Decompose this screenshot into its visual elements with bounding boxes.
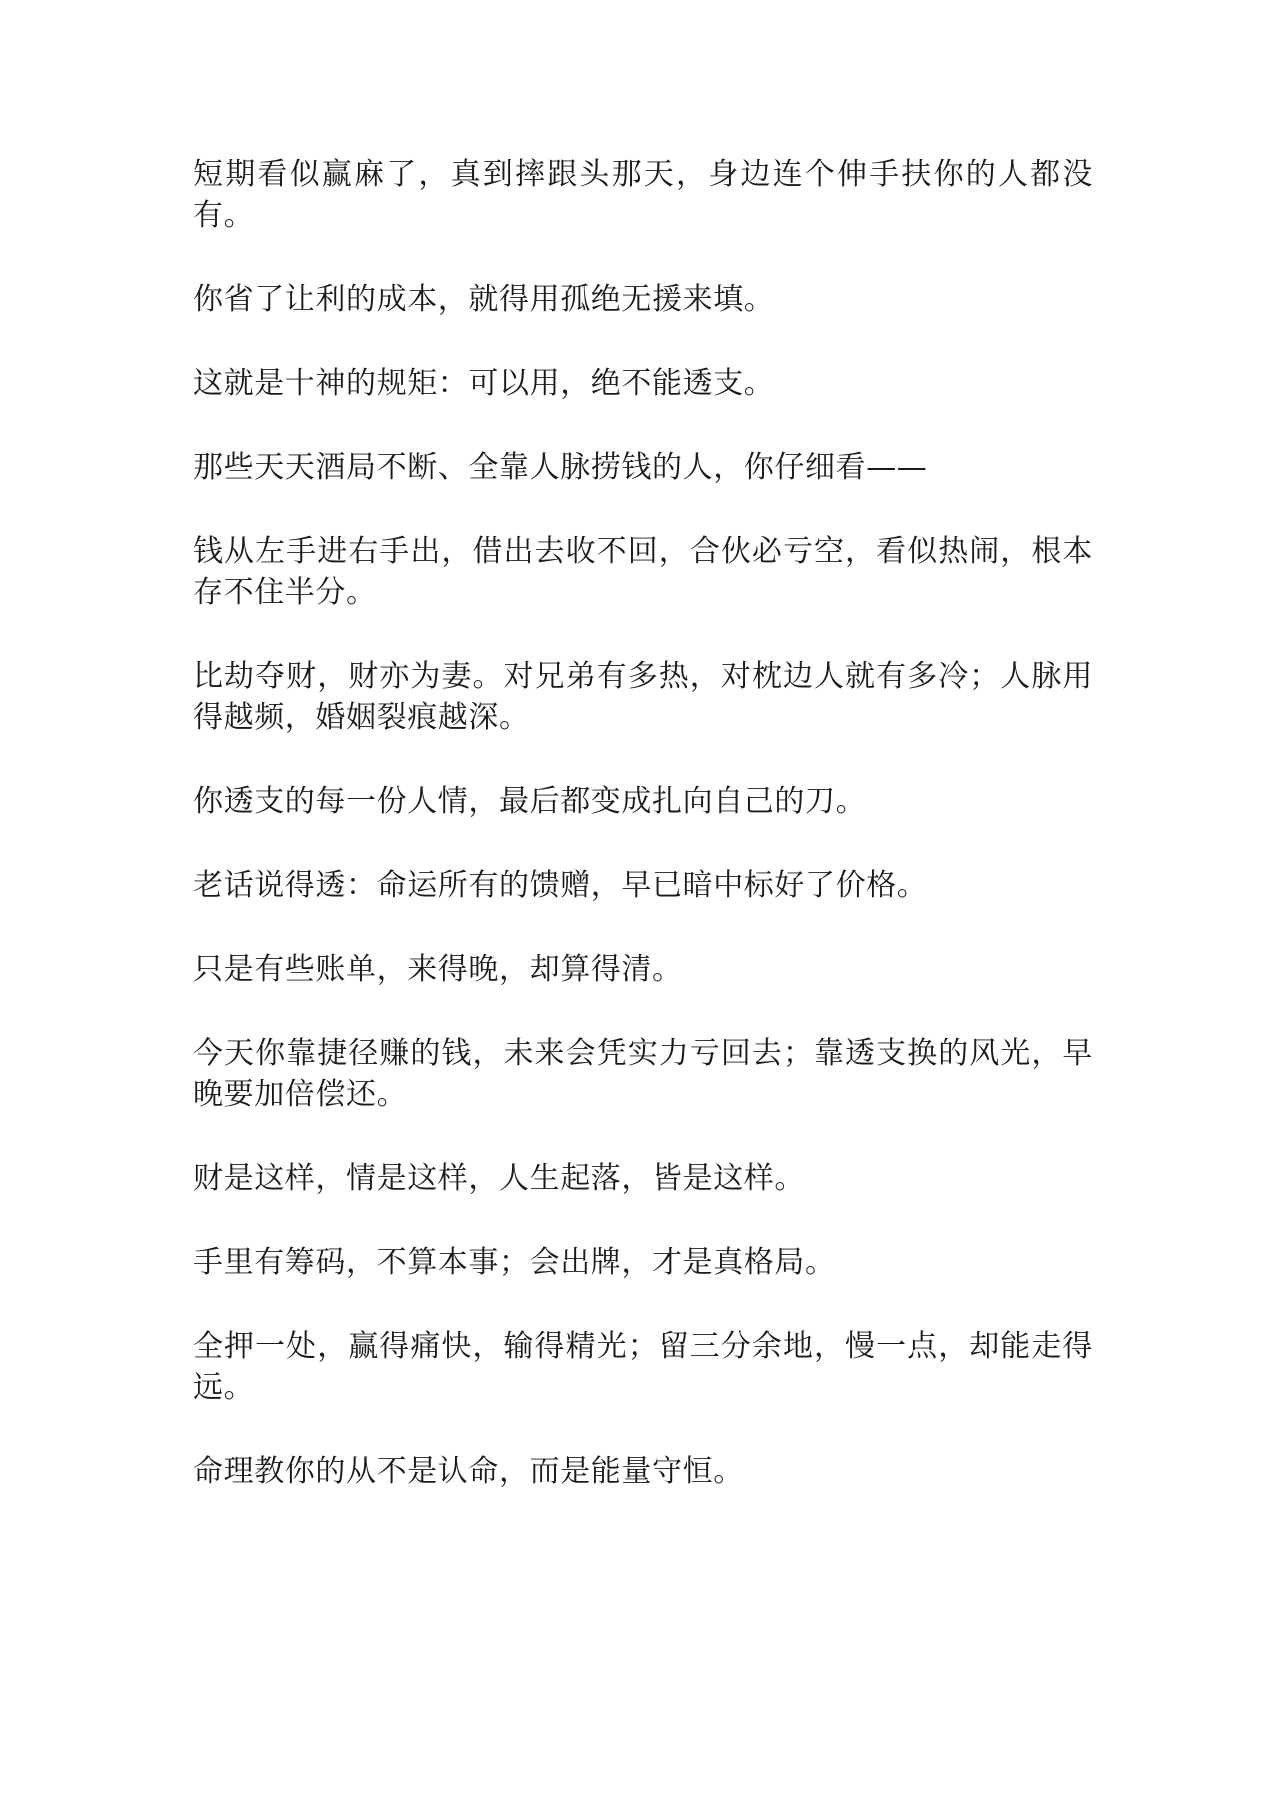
paragraph: 今天你靠捷径赚的钱，未来会凭实力亏回去；靠透支换的风光，早晚要加倍偿还。 — [193, 1036, 1093, 1112]
paragraph: 这就是十神的规矩：可以用，绝不能透支。 — [193, 366, 775, 401]
paragraph: 比劫夺财，财亦为妻。对兄弟有多热，对枕边人就有多冷；人脉用得越频，婚姻裂痕越深。 — [193, 659, 1093, 735]
paragraph: 你透支的每一份人情，最后都变成扎向自己的刀。 — [193, 784, 867, 819]
paragraph: 全押一处，赢得痛快，输得精光；留三分余地，慢一点，却能走得远。 — [193, 1329, 1093, 1405]
paragraph: 财是这样，情是这样，人生起落，皆是这样。 — [193, 1161, 805, 1196]
paragraph: 手里有筹码，不算本事；会出牌，才是真格局。 — [193, 1245, 836, 1280]
paragraph: 短期看似赢麻了，真到摔跟头那天，身边连个伸手扶你的人都没有。 — [193, 157, 1093, 233]
paragraph: 你省了让利的成本，就得用孤绝无援来填。 — [193, 282, 775, 317]
paragraph: 只是有些账单，来得晚，却算得清。 — [193, 952, 683, 987]
paragraph: 那些天天酒局不断、全靠人脉捞钱的人，你仔细看—— — [193, 450, 928, 485]
paragraph: 命理教你的从不是认命，而是能量守恒。 — [193, 1454, 744, 1489]
document-body — [193, 154, 1093, 1535]
paragraph: 钱从左手进右手出，借出去收不回，合伙必亏空，看似热闹，根本存不住半分。 — [193, 534, 1093, 610]
paragraph: 老话说得透：命运所有的馈赠，早已暗中标好了价格。 — [193, 868, 928, 903]
